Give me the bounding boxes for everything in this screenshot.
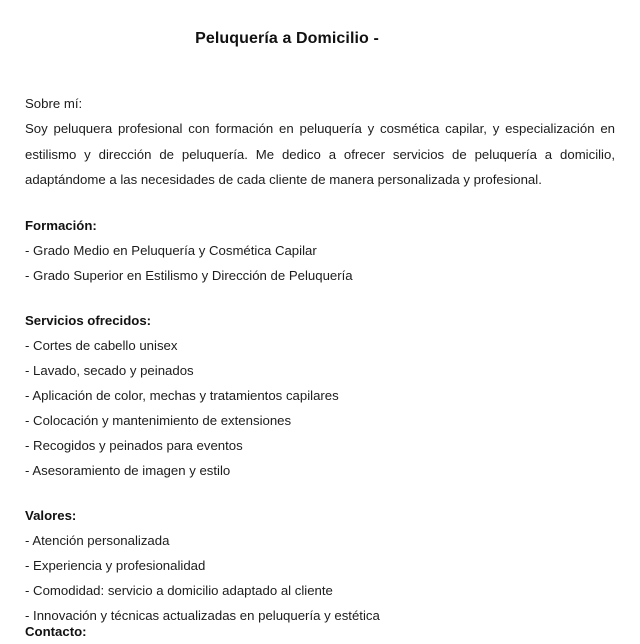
section-heading: Formación: (25, 217, 97, 233)
list-item: - Experiencia y profesionalidad (25, 557, 206, 573)
about-paragraph: Soy peluquera profesional con formación en peluquería y cosmética capilar, y especialización en estilismo y dirección de peluquería. Me dedico a ofrecer servicios de peluquería a domicilio, adaptándome a las necesidades de cada cliente de manera personalizada y profesional. (25, 121, 615, 187)
section-heading: Valores: (25, 507, 77, 523)
list-item: - Aplicación de color, mechas y tratamientos capilares (25, 387, 339, 403)
list-item: - Cortes de cabello unisex (25, 337, 178, 353)
section-valores (25, 503, 615, 628)
list-item: - Atención personalizada (25, 532, 170, 548)
formacion-list (25, 238, 615, 288)
list-item: - Innovación y técnicas actualizadas en peluquería y estética (25, 607, 380, 623)
page-title: Peluquería a Domicilio - (195, 30, 379, 47)
list-item: - Grado Medio en Peluquería y Cosmética Capilar (25, 242, 317, 258)
list-item: - Recogidos y peinados para eventos (25, 437, 243, 453)
list-item: - Grado Superior en Estilismo y Dirección de Peluquería (25, 267, 353, 283)
list-item: - Asesoramiento de imagen y estilo (25, 462, 231, 478)
valores-list (25, 528, 615, 628)
section-heading: Servicios ofrecidos: (25, 312, 152, 328)
list-item: - Colocación y mantenimiento de extensiones (25, 412, 292, 428)
section-formacion (25, 213, 615, 288)
servicios-list (25, 333, 615, 483)
list-item: - Comodidad: servicio a domicilio adaptado al cliente (25, 582, 333, 598)
list-item: - Lavado, secado y peinados (25, 362, 194, 378)
section-servicios (25, 308, 615, 483)
about-label: Sobre mí: (25, 96, 83, 111)
document-body (25, 91, 615, 628)
clipped-section-heading: Contacto: (25, 624, 87, 639)
